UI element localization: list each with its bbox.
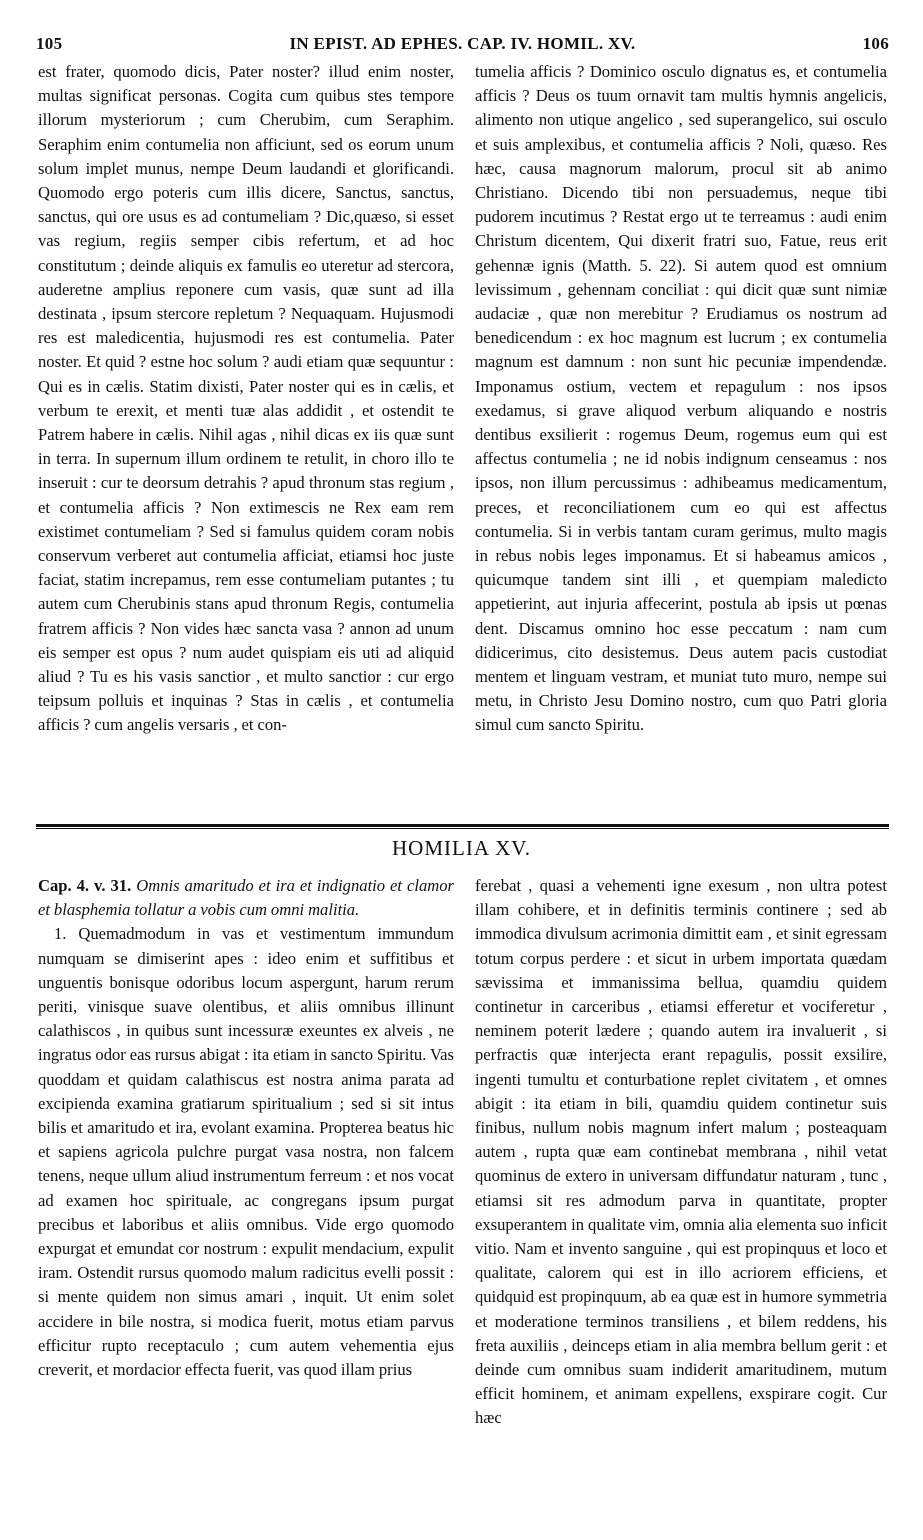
- page-number-right: 106: [862, 34, 889, 53]
- body-text: 1. Quemadmodum in vas et vestimentum immundum numquam se dimiserint apes : ideo enim et suffitibus et unguentis bonisque odoribus locum aspergunt, harum rerum periti, vinisque suave olentibus, et aliis omnibus illinunt calathiscos , in quibus sunt incessuræ exeuntes ex alveis , ne ingratus odor eas rursus abigat : ita etiam in sancto Spiritu. Vas quoddam et quidam calathiscus est nostra anima parata ad excipienda examina gratiarum spiritualium ; sed si sit intus bilis et amaritudo et ira, evolant examina. Propterea beatus hic et sapiens agricola pulchre purgat vasa nostra, non falcem tenens, neque ullum aliud instrumentum ferreum : et nos vocat ad examen hoc spirituale, ac congregans ipsum purgat precibus et laboribus et aliis omnibus. Vide ergo quomodo expurgat et emundat cor nostrum : expulit mendacium, expulit iram. Ostendit rursus quomodo malum radicitus evelli possit : si mente quidem non simus amari , inquit. Ut enim solet accidere in bile nostra, si modica fuerit, motus etiam parvus efficitur rupto receptaculo ; cum autem vehementia ejus creverit, et mordacior effecta fuerit, vas quod illam prius: [38, 924, 454, 1380]
- chapter-verse-heading: [38, 874, 454, 922]
- page-number-left: 105: [36, 34, 63, 53]
- column-right-bottom: [475, 874, 887, 1431]
- chapter-reference: Cap. 4. v. 31.: [38, 876, 132, 895]
- body-text: ferebat , quasi a vehementi igne exesum , non ultra potest illam cohibere, et in definitis terminis continere ; sed ab immodica divulsum acrimonia dimittit eam , et sinit egressam totum corpus perdere : et sicut in urbem importata quædam sævissima et immanissima bellua, quamdiu quidem continetur in carceribus , etiamsi efferetur et vociferetur , neminem poterit lædere ; quando autem ira invaluerit , si perfractis quæ interjecta erant repagulis, possit exsilire, ingenti tumultu et conturbatione replet civitatem , et omnes abigit : ita etiam in bili, quamdiu quidem continetur suis finibus, nullum nobis magnum infert malum ; posteaquam autem , rupta quæ eam continebat membrana , nihil vetat quominus de extero in universam diffundatur naturam , tunc , etiamsi sit res admodum parva in quantitate, propter exsuperantem in qualitate vim, omnia alia elementa suo inficit vitio. Nam et invento sanguine , qui est propinquus et loco et qualitate, calorem qui est in illo acriorem efficiens, et quidquid est propinquum, ab ea quæ est in humore symmetria et moderatione terminos transiliens , et bilem reddens, his freta auxiliis , deinceps etiam in alia membra bellum gerit : et deinde cum omnibus suam indiderit amaritudinem, mutum efficit hominem, et animam expellens, exspirare cogit. Cur hæc: [475, 876, 887, 1428]
- verse-text: Omnis amaritudo et ira et indignatio et clamor et blasphemia tollatur a vobis cum omni malitia.: [38, 876, 454, 920]
- running-title: IN EPIST. AD EPHES. CAP. IV. HOMIL. XV.: [289, 34, 636, 53]
- body-text: est frater, quomodo dicis, Pater noster? illud enim noster, multas significat personas. Cogita cum quibus stes tempore illorum mysteriorum ; cum Cherubim, cum Seraphim. Seraphim enim contumelia non afficiunt, sed os eorum unum solum implet munus, nempe Deum laudandi et glorificandi. Quomodo ergo poteris cum illis dicere, Sanctus, sanctus, sanctus, qui ore usus es ad contumeliam ? Dic,quæso, si esset vas regium, regiis semper cibis refertum, et ad hoc constitutum ; deinde aliquis ex famulis eo uteretur ad stercora, auderetne amplius reponere cum vasis, quæ sunt ad illa destinata , ipsum stercore repletum ? Nequaquam. Hujusmodi res est maledicentia, hujusmodi res est contumelia. Pater noster. Et quid ? estne hoc solum ? audi etiam quæ sequuntur : Qui es in cælis. Statim dixisti, Pater noster qui es in cælis, et verbum te erexit, et menti tuæ alas addidit , et ostendit te Patrem habere in cælis. Nihil agas , nihil dicas ex iis quæ sunt in terra. In supernum illum ordinem te retulit, in choro illo te inseruit : cur te deorsum detrahis ? apud thronum stas regium , et contumelia afficis ? Non extimescis ne Rex eam rem existimet contumeliam ? Sed si famulus quidem coram nobis conservum verberet aut contumelia afficiat, etiamsi hoc juste faciat, statim increpamus, rem esse contumeliam putantes ; tu autem cum Cherubinis stans apud thronum Regis, contumelia fratrem afficis ? Non vides hæc sancta vasa ? annon ad unum eis semper est opus ? num audet quispiam eis uti ad aliquid aliud ? Tu es his vasis sanctior , et multo sanctior : cur ergo teipsum polluis et inquinas ? Stas in cælis , et contumelia afficis ? cum angelis versaris , et con-: [38, 62, 454, 735]
- running-header: [36, 34, 889, 58]
- column-left-bottom: [38, 874, 454, 1382]
- column-right-top: [475, 60, 887, 738]
- homily-title: HOMILIA XV.: [392, 836, 531, 860]
- column-left-top: [38, 60, 454, 738]
- section-divider: [36, 824, 889, 827]
- section-divider-thin: [36, 828, 889, 829]
- body-text: tumelia afficis ? Dominico osculo dignatus es, et contumelia afficis ? Deus os tuum ornavit tam multis hymnis angelicis, alimento non utique angelico , sed superangelico, sui osculo et suis amplexibus, et contumelia afficis ? Noli, quæso. Res hæc, causa magnorum malorum, procul sit ab animo Christiano. Dicendo tibi non persuademus, neque tibi pudorem incutimus ? Restat ergo ut te terreamus : audi enim Christum dicentem, Qui dixerit fratri suo, Fatue, reus erit gehennæ ignis (Matth. 5. 22). Si autem quod est omnium levissimum , gehennam conciliat : qui dicit quæ sunt nimiæ audaciæ , quæ non merebitur ? Erudiamus os nostrum ad benedicendum : ex hoc magnum est lucrum ; ex contumelia magnum est damnum : non sunt hic pecuniæ impendendæ. Imponamus ostium, vectem et repagulum : nos ipsos exedamus, si grave aliquod verbum aliquando e nostris dentibus exsilierit : rogemus Deum, rogemus eum qui est affectus contumelia ; ne id nobis indignum censeamus : nos ipsos, non illum percussimus : adhibeamus medicamentum, preces, et reconciliationem cum eo qui est affectus contumelia. Si in verbis tantam curam gerimus, multo magis in rebus nobis leges imponamus. Et si habeamus amicos , quicumque tandem sint illi , et quempiam maledicto appetierint, aut injuria affecerint, postula ab ipsis ut pœnas dent. Discamus omnino hoc esse peccatum : nam cum didicerimus, cito desistemus. Deus autem pacis custodiat mentem et linguam vestram, et muniat tuto muro, nempe sui metu, in Christo Jesu Domino nostro, cum quo Patri gloria simul cum sancto Spiritu.: [475, 62, 887, 735]
